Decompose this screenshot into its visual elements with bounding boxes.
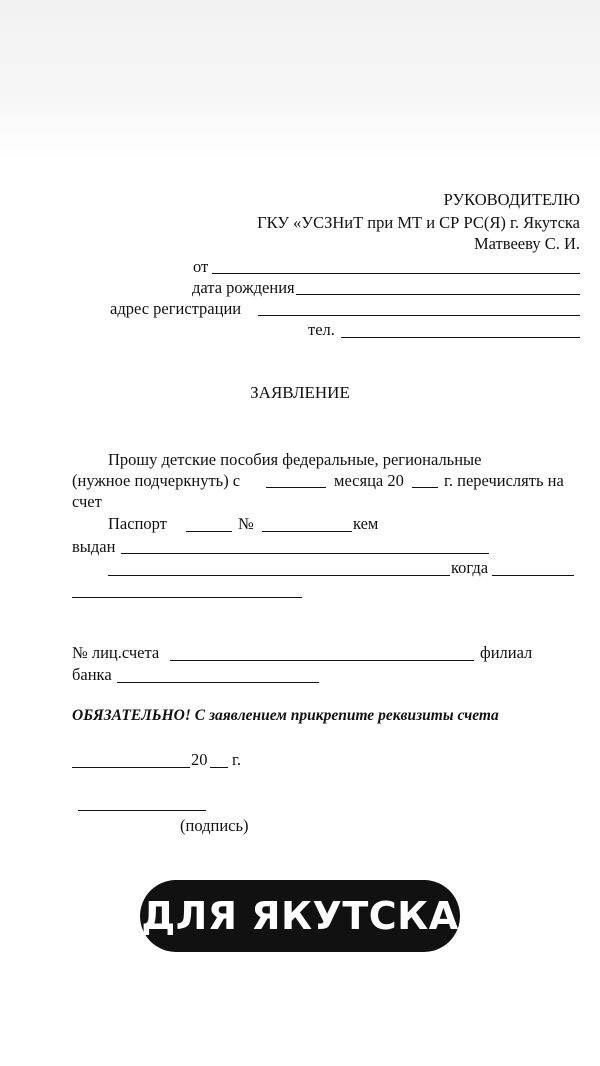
year-field-line[interactable] [412, 487, 438, 488]
address-field-line[interactable] [258, 315, 580, 316]
from-label: от [193, 257, 209, 276]
body-line-2a: (нужное подчеркнуть) с [72, 471, 241, 490]
when-field-line[interactable] [492, 575, 574, 576]
bank-field-line[interactable] [117, 682, 319, 683]
when-label: когда [451, 558, 489, 577]
account-label: № лиц.счета [72, 643, 160, 662]
signature-field-line[interactable] [78, 810, 206, 811]
passport-series-line[interactable] [186, 531, 232, 532]
branch-label: филиал [480, 643, 533, 662]
body-line-3: счет [72, 492, 102, 511]
passport-number-sign: № [238, 514, 254, 533]
phone-field-line[interactable] [341, 337, 580, 338]
account-field-line[interactable] [170, 660, 474, 661]
birth-date-label: дата рождения [192, 278, 295, 297]
date-year-line[interactable] [210, 767, 228, 768]
bank-label: банка [72, 665, 112, 684]
date-field-line[interactable] [72, 767, 190, 768]
issued-label: выдан [72, 537, 116, 556]
from-field-line[interactable] [212, 273, 580, 274]
city-badge: ДЛЯ ЯКУТСКА [140, 880, 460, 952]
passport-label: Паспорт [108, 514, 167, 533]
issued-by-label: кем [353, 514, 379, 533]
signature-label: (подпись) [180, 816, 249, 835]
body-line-2b: месяца 20 [334, 471, 404, 490]
addressee-org: ГКУ «УСЗНиТ при МТ и СР РС(Я) г. Якутска [257, 213, 580, 232]
issued-field-line-2[interactable] [108, 575, 450, 576]
body-line-2c: г. перечислять на [444, 471, 564, 490]
extra-field-line[interactable] [72, 597, 302, 598]
year-prefix: 20 [191, 750, 208, 769]
year-suffix: г. [232, 750, 242, 769]
passport-number-line[interactable] [262, 531, 352, 532]
body-line-1: Прошу детские пособия федеральные, региональные [108, 450, 482, 469]
mandatory-note: ОБЯЗАТЕЛЬНО! С заявлением прикрепите реквизиты счета [72, 707, 499, 724]
issued-field-line[interactable] [121, 553, 489, 554]
top-background [0, 0, 600, 160]
address-label: адрес регистрации [110, 299, 242, 318]
month-field-line[interactable] [266, 487, 326, 488]
birth-date-field-line[interactable] [296, 294, 580, 295]
phone-label: тел. [308, 320, 335, 339]
addressee-title: РУКОВОДИТЕЛЮ [443, 190, 580, 209]
addressee-name: Матвееву С. И. [473, 234, 580, 253]
document-title: ЗАЯВЛЕНИЕ [250, 383, 350, 402]
